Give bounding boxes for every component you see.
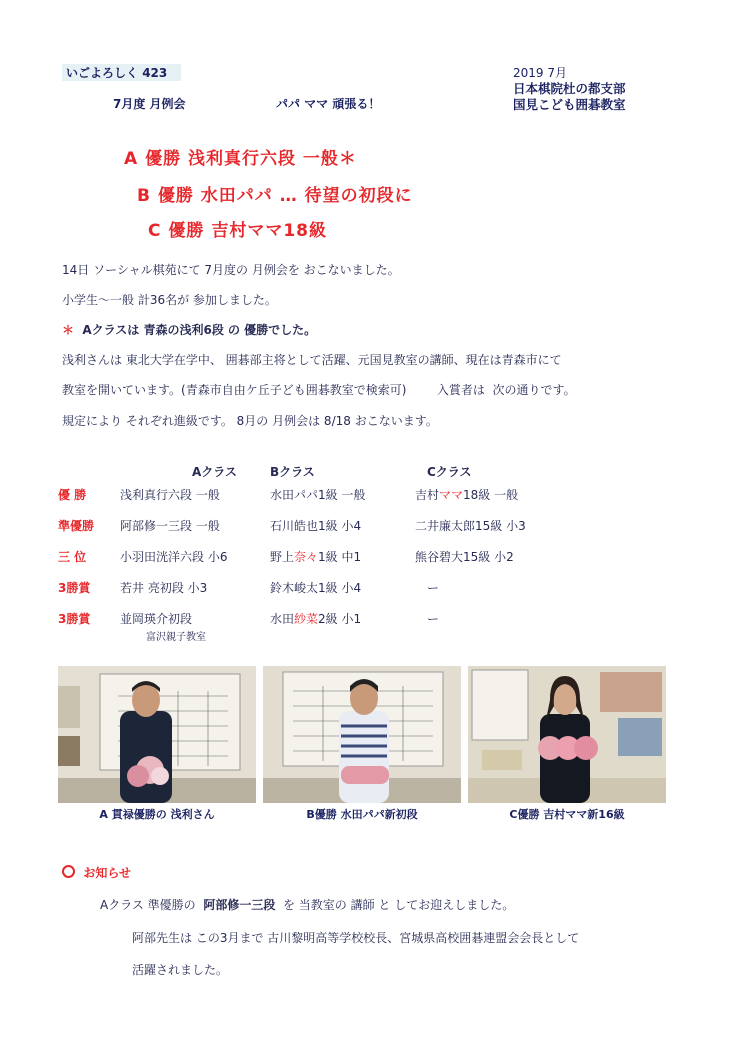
photo-winner-c	[468, 666, 666, 803]
a-class-cell: 小羽田洸洋六段 小6	[120, 550, 228, 564]
results-header-row	[58, 456, 567, 486]
a-class-cell: 若井 亮初段 小3	[120, 581, 208, 595]
c-class-cell: ー	[427, 612, 440, 626]
c-name-red: ママ	[439, 488, 464, 502]
notice-heading	[62, 864, 131, 881]
asterisk-mark: ＊	[62, 323, 75, 337]
notice-line-2: 阿部先生は この3月まで 古川黎明高等学校校長、宮城県高校囲碁連盟会会長として	[132, 931, 580, 945]
place-label: 3勝賞	[58, 612, 91, 626]
c-class-cell: ー	[427, 581, 440, 595]
body-line-1: 14日 ソーシャル棋苑にて 7月度の 月例会を おこないました。	[62, 263, 400, 277]
org-name-line2: 国見こども囲碁教室	[513, 97, 626, 112]
place-label: 準優勝	[58, 519, 95, 533]
body-line-2: 小学生～一般 計36名が 参加しました。	[62, 293, 277, 307]
b-class-cell	[270, 610, 415, 643]
a-class-cell	[120, 610, 270, 643]
c-class-cell: 二井廉太郎15級 小3	[415, 519, 526, 533]
c-name-pre: 吉村	[415, 488, 440, 502]
series-name: いごよろしく	[66, 66, 139, 80]
photo-caption-c: C優勝 吉村ママ新16級	[509, 808, 625, 821]
body-line-4: 浅利さんは 東北大学在学中、 囲碁部主将として活躍、元国見教室の講師、現在は青森市にて	[62, 353, 562, 367]
table-row	[58, 548, 567, 579]
photo-winner-b	[263, 666, 461, 803]
table-row	[58, 517, 567, 548]
winner-b-line: B 優勝 水田パパ … 待望の初段に	[137, 186, 413, 206]
b-name-pre: 水田	[270, 612, 295, 626]
b-class-cell: 鈴木峻太1級 小4	[270, 581, 362, 595]
c-class-cell	[415, 486, 567, 517]
place-label: 3勝賞	[58, 581, 91, 595]
photo-caption-a: A 貫禄優勝の 浅利さん	[99, 808, 215, 821]
notice-line-1-post: を 当教室の 講師 と してお迎えしました。	[282, 898, 515, 912]
b-name-post: 1級 中1	[318, 550, 362, 564]
b-name-post: 2級 小1	[318, 612, 362, 626]
a-name: 並岡瑛介初段	[120, 612, 193, 626]
a-class-cell: 阿部修一三段 一般	[120, 519, 220, 533]
event-slogan: パパ ママ 頑張る！	[276, 97, 381, 111]
photo-winner-a	[58, 666, 256, 803]
issue-date: 2019 7月	[513, 66, 567, 80]
notice-line-3: 活躍されました。	[132, 963, 229, 977]
event-title: 7月度 月例会	[113, 97, 186, 111]
table-row	[58, 579, 567, 610]
b-class-cell: 水田パパ1級 一般	[270, 488, 366, 502]
place-label: 優 勝	[58, 488, 87, 502]
notice-line-1-pre: Aクラス 準優勝の	[100, 898, 196, 912]
c-name-post: 18級 一般	[463, 488, 519, 502]
winner-c-line: C 優勝 吉村ママ18級	[148, 221, 327, 241]
notice-teacher-name: 阿部修一三段	[203, 898, 276, 912]
body-line-5: 教室を開いています。(青森市自由ケ丘子ども囲碁教室で検索可) 入賞者は 次の通りです。	[62, 383, 576, 397]
header-c-class: Cクラス	[427, 464, 472, 479]
a-class-cell: 浅利真行六段 一般	[120, 488, 220, 502]
photo-caption-b: B優勝 水田パパ新初段	[306, 808, 418, 821]
table-row	[58, 610, 567, 643]
table-row	[58, 486, 567, 517]
b-class-cell	[270, 548, 415, 579]
results-table	[58, 456, 567, 643]
b-name-red: 紗菜	[294, 612, 319, 626]
issue-number: 423	[142, 66, 168, 80]
b-name-red: 奈々	[294, 550, 319, 564]
header-b-class: Bクラス	[270, 464, 315, 479]
winner-a-line: A 優勝 浅利真行六段 一般＊	[124, 149, 357, 169]
body-line-3-text: Aクラスは 青森の浅利6段 の 優勝でした。	[82, 323, 317, 337]
c-class-cell: 熊谷碧大15級 小2	[415, 550, 514, 564]
newsletter-series	[62, 64, 181, 81]
body-line-3	[62, 321, 316, 338]
b-class-cell: 石川皓也1級 小4	[270, 519, 362, 533]
b-name-pre: 野上	[270, 550, 295, 564]
org-name-line1: 日本棋院杜の都支部	[513, 81, 626, 96]
circle-icon	[62, 865, 75, 878]
body-line-6: 規定により それぞれ進級です。 8月の 月例会は 8/18 おこないます。	[62, 414, 438, 428]
club-note: 富沢親子教室	[146, 632, 206, 643]
header-a-class: Aクラス	[192, 464, 237, 479]
place-label: 三 位	[58, 550, 87, 564]
notice-title: お知らせ	[83, 866, 131, 880]
notice-line-1	[100, 896, 514, 913]
